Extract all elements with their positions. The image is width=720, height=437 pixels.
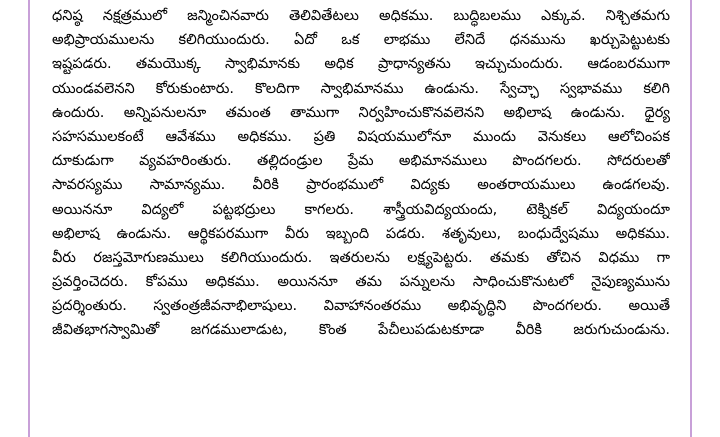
left-margin-rule xyxy=(28,0,30,437)
text-line: సహసములకంటే ఆవేశము అధికము. ప్రతి విషయములోనూ ముందు వెనుకలు ఆలోచింపక xyxy=(52,128,670,145)
paragraph xyxy=(52,4,670,343)
text-line: ప్రవర్తించెదరు. కోపము అధికము. అయిననూ తమ పన్నులను సాధించుకొనుటలో నైపుణ్యమును xyxy=(52,274,670,291)
text-line: ధనిష్ఠ నక్షత్రములో జన్మించినవారు తెలివితేటలు అధికము. బుద్ధిబలము ఎక్కువ. నిశ్చితమగు xyxy=(52,8,670,24)
right-margin-rule xyxy=(690,0,692,437)
text-line: దూకుడుగా వ్యవహరింతురు. తల్లిదండ్రుల ప్రేమ అభిమానములు పొందగలరు. సోదరులతో xyxy=(52,153,670,170)
text-line: అయిననూ విద్యలో పట్టభద్రులు కాగలరు. శాస్త్రీయవిద్యయందు, టెక్నికల్ విద్యయందూ xyxy=(52,201,670,218)
text-line: అభిలాష ఉండును. ఆర్థికపరముగా వీరు ఇబ్బంది పడరు. శతృవులు, బంధుద్వేషము అధికము. xyxy=(52,225,670,242)
text-line: సావరస్యము సామాన్యము. వీరికి ప్రారంభములో విద్యకు అంతరాయములు ఉండగలవు. xyxy=(52,177,670,194)
text-line: యుండవలెనని కోరుకుంటారు. కొలదిగా స్వాభిమానము ఉండును. స్వేచ్ఛా స్వభావము కలిగి xyxy=(52,80,670,97)
text-line: జీవితభాగస్వామితో జగడములాడుట, కొంత పేచీలుపడుటకూడా వీరికి జరుగుచుండును. xyxy=(52,322,670,339)
text-line: ఇష్టపడరు. తమయొక్క స్వాభిమానకు అధిక ప్రాధాన్యతను ఇచ్చుచుందురు. ఆడంబరముగా xyxy=(52,56,670,73)
text-line: వీరు రజస్తమోగుణములు కలిగియుందురు. ఇతరులను లక్ష్యపెట్టరు. తమకు తోచిన విధము గా xyxy=(52,249,670,266)
text-line: అభిప్రాయములను కలిగియుందురు. ఏదో ఒక లాభము లేనిదే ధనమును ఖర్చుపెట్టుటకు xyxy=(52,32,670,49)
text-line: ప్రదర్శింతురు. స్వతంత్రజీవనాభిలాషులు. వివాహానంతరము అభివృద్ధిని పొందగలరు. అయితే xyxy=(52,298,670,315)
text-line: ఉందురు. అన్నిపనులనూ తమంత తాముగా నిర్వహించుకొనవలెనని అభిలాష ఉండును. ధైర్య xyxy=(52,104,670,121)
